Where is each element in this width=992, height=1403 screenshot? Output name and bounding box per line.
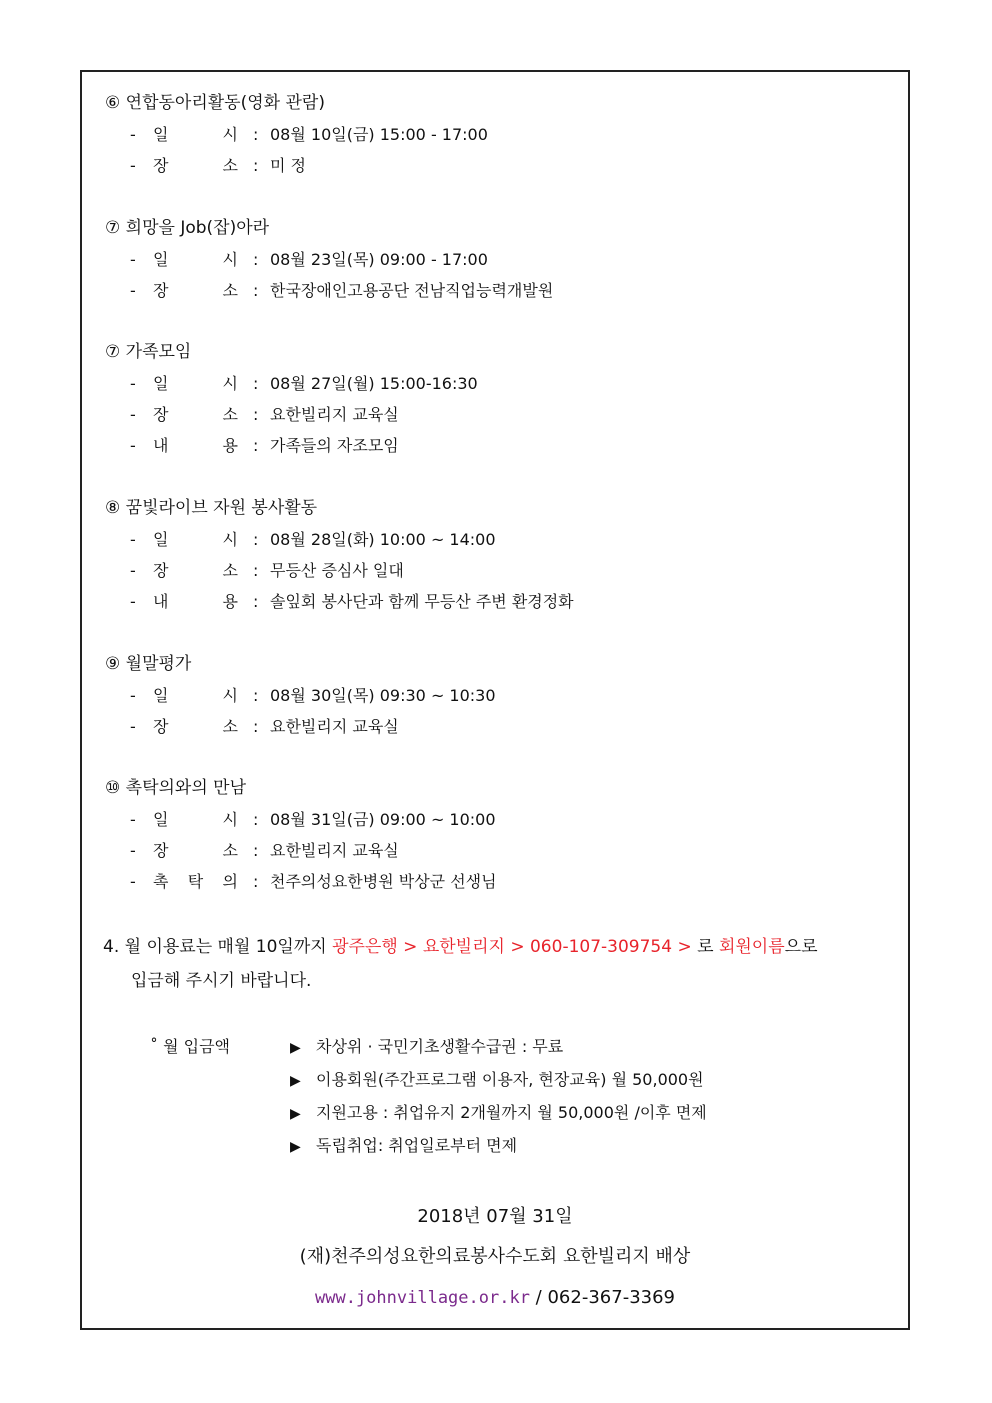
schedule-section [105,337,478,461]
row-label [153,430,238,461]
schedule-row [105,711,399,742]
row-value: 요한빌리지 교육실 [270,405,399,424]
row-label-char: 용 [222,592,238,611]
schedule-row [105,399,399,430]
row-dash: - [130,592,136,611]
arrow-icon: ▶ [290,1040,301,1056]
row-label [153,555,238,586]
row-value: 솔잎회 봉사단과 함께 무등산 주변 환경정화 [270,592,574,611]
row-value: 08월 28일(화) 10:00 ~ 14:00 [270,530,496,549]
phone-number: 062-367-3369 [547,1287,675,1308]
row-label-char: 장 [153,841,169,860]
row-colon: : [253,156,259,175]
row-label-char: 일 [153,810,169,829]
row-label-char: 장 [153,561,169,580]
row-label-char: 장 [153,281,169,300]
row-label-char: 소 [222,156,238,175]
fee-item: 이용회원(주간프로그램 이용자, 현장교육) 월 50,000원 [316,1070,704,1089]
row-dash: - [130,872,136,891]
footer-date: 2018년 07월 31일 [417,1206,573,1227]
arrow-icon: ▶ [290,1073,301,1089]
row-colon: : [253,810,259,829]
row-dash: - [130,281,136,300]
schedule-row [105,866,497,897]
row-label-char: 일 [153,530,169,549]
row-label-char: 장 [153,405,169,424]
schedule-section [105,649,496,742]
section-title: ⑧ 꿈빛라이브 자원 봉사활동 [105,498,318,518]
section-title: ⑨ 월말평가 [105,654,192,674]
row-value: 천주의성요한병원 박상군 선생님 [270,872,497,891]
row-label-char: 소 [222,405,238,424]
row-dash: - [130,810,136,829]
row-value: 가족들의 자조모임 [270,436,399,455]
section-title: ⑦ 가족모임 [105,342,192,362]
row-label-char: 의 [222,872,238,891]
row-value: 08월 30일(목) 09:30 ~ 10:30 [270,686,496,705]
row-label-char: 일 [153,374,169,393]
row-value: 요한빌리지 교육실 [270,717,399,736]
footer-org: (재)천주의성요한의료봉사수도회 요한빌리지 배상 [299,1246,691,1267]
fee-item: 독립취업: 취업일로부터 면제 [316,1136,518,1155]
schedule-row [105,368,478,399]
row-label-char: 일 [153,125,169,144]
row-label-char: 소 [222,717,238,736]
row-colon: : [253,436,259,455]
row-label-char: 소 [222,841,238,860]
schedule-row [105,804,496,835]
schedule-section [105,773,497,897]
row-colon: : [253,281,259,300]
row-colon: : [253,717,259,736]
row-colon: : [253,374,259,393]
schedule-row [105,835,399,866]
row-label [153,835,238,866]
row-value: 요한빌리지 교육실 [270,841,399,860]
row-label [153,866,238,897]
row-dash: - [130,530,136,549]
schedule-row [105,680,496,711]
row-value: 08월 31일(금) 09:00 ~ 10:00 [270,810,496,829]
schedule-row [105,430,399,461]
section-title: ⑥ 연합동아리활동(영화 관람) [105,93,325,113]
row-value: 08월 23일(목) 09:00 - 17:00 [270,250,488,269]
arrow-icon: ▶ [290,1139,301,1155]
row-label [153,150,238,181]
schedule-row [105,586,574,617]
row-label-char: 일 [153,686,169,705]
schedule-section [105,88,488,181]
row-colon: : [253,405,259,424]
schedule-row [105,119,488,150]
row-label [153,711,238,742]
row-dash: - [130,841,136,860]
fee-item: 차상위 · 국민기초생활수급권 : 무료 [316,1037,564,1056]
row-colon: : [253,125,259,144]
row-dash: - [130,686,136,705]
row-label-char: 장 [153,717,169,736]
notice-middle: 로 [691,937,719,957]
arrow-icon: ▶ [290,1106,301,1122]
row-label-char: 시 [222,250,238,269]
notice-line2: 입금해 주시기 바랍니다. [131,971,312,991]
contact-separator: / [535,1287,542,1308]
row-colon: : [253,841,259,860]
row-value: 무등산 증심사 일대 [270,561,404,580]
row-colon: : [253,872,259,891]
row-label-char: 촉 [153,872,169,891]
row-label [153,275,238,306]
row-label [153,804,238,835]
schedule-row [105,524,496,555]
notice-prefix: 4. 월 이용료는 매월 10일까지 [103,937,333,957]
row-colon: : [253,250,259,269]
row-label-char: 시 [222,530,238,549]
schedule-row [105,150,325,181]
row-label [153,680,238,711]
row-dash: - [130,717,136,736]
row-value: 미 정 [270,156,306,175]
row-dash: - [130,156,136,175]
schedule-row [105,555,404,586]
row-colon: : [253,561,259,580]
row-label-char: 소 [222,561,238,580]
schedule-row [105,244,488,275]
row-dash: - [130,250,136,269]
row-label [153,244,238,275]
fee-label: ˚ 월 입금액 [150,1037,230,1056]
row-label [153,368,238,399]
row-label-char: 장 [153,156,169,175]
row-label-char: 시 [222,810,238,829]
row-dash: - [130,125,136,144]
fee-item: 지원고용 : 취업유지 2개월까지 월 50,000원 /이후 면제 [316,1103,707,1122]
row-label-char: 내 [153,436,169,455]
row-value: 08월 27일(월) 15:00-16:30 [270,374,478,393]
schedule-section [105,213,554,306]
row-value: 한국장애인고용공단 전남직업능력개발원 [270,281,554,300]
row-colon: : [253,592,259,611]
schedule-section [105,493,574,617]
notice-account: 광주은행 > 요한빌리지 > 060-107-309754 > [332,937,692,957]
row-label-char: 소 [222,281,238,300]
website-link[interactable]: www.johnvillage.or.kr [315,1288,530,1308]
row-label-char: 탁 [187,872,204,891]
row-dash: - [130,405,136,424]
section-title: ⑦ 희망을 Job(잡)아라 [105,218,270,238]
row-label-char: 내 [153,592,169,611]
row-label [153,524,238,555]
row-dash: - [130,436,136,455]
row-label [153,399,238,430]
payment-notice [103,930,903,998]
row-label-char: 일 [153,250,169,269]
row-colon: : [253,530,259,549]
row-label [153,586,238,617]
row-colon: : [253,686,259,705]
section-title: ⑩ 촉탁의와의 만남 [105,778,247,798]
row-label [153,119,238,150]
row-value: 08월 10일(금) 15:00 - 17:00 [270,125,488,144]
row-label-char: 용 [222,436,238,455]
notice-member: 회원이름 [718,937,785,957]
row-label-char: 시 [222,374,238,393]
schedule-row [105,275,554,306]
row-label-char: 시 [222,125,238,144]
row-label-char: 시 [222,686,238,705]
notice-suffix: 으로 [784,937,818,957]
row-dash: - [130,374,136,393]
footer-contact [80,1281,910,1315]
row-dash: - [130,561,136,580]
